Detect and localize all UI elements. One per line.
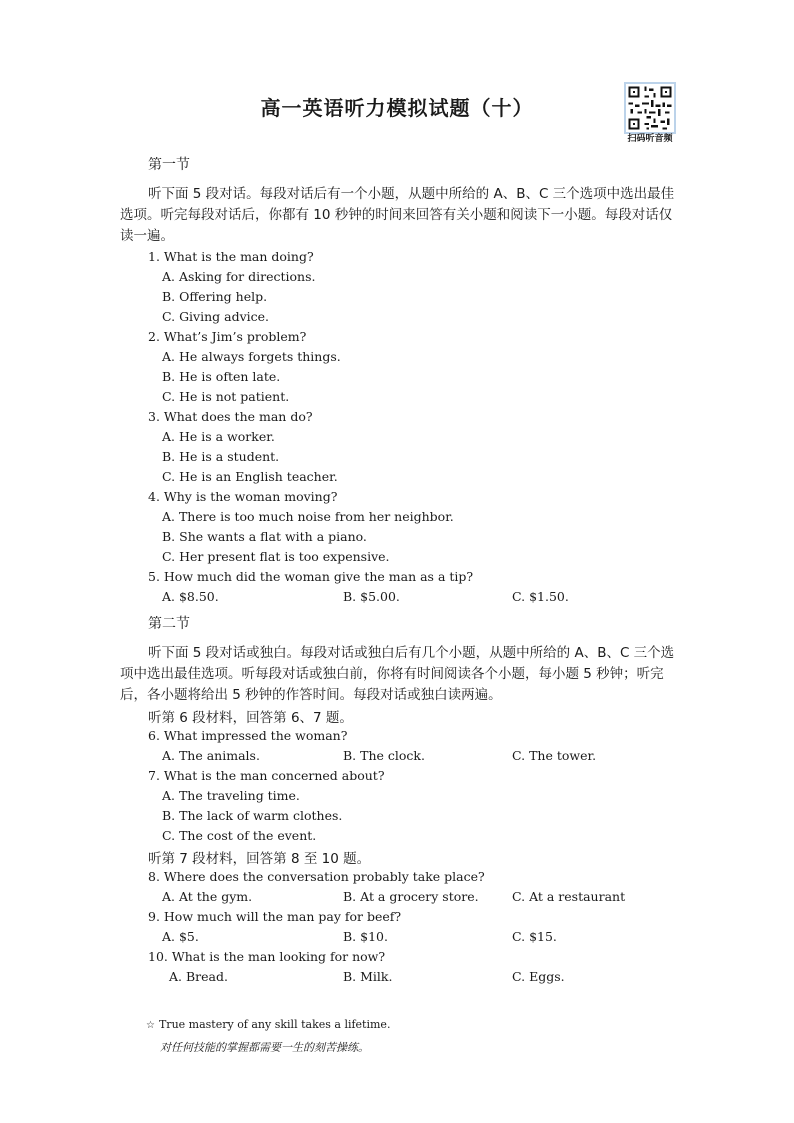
footer-quote-en (146, 1018, 390, 1031)
section-1-instruction: 听下面 5 段对话。每段对话后有一个小题，从题中所给的 A、B、C 三个选项中选出最佳选项。听完每段对话后，你都有 10 秒钟的时间来回答有关小题和阅读下一小题。每段对话仅读一遍。 (120, 186, 675, 244)
question-4: 4. Why is the woman moving? (148, 489, 338, 504)
star-outline-icon: ☆ (146, 1020, 155, 1031)
question-10-option-c[interactable]: C. Eggs. (512, 969, 565, 984)
question-1-option-a[interactable]: A. Asking for directions. (162, 269, 316, 284)
question-5-option-a[interactable]: A. $8.50. (162, 589, 219, 604)
question-8-option-b[interactable]: B. At a grocery store. (343, 889, 479, 904)
question-10: 10. What is the man looking for now? (148, 949, 386, 964)
question-9: 9. How much will the man pay for beef? (148, 909, 402, 924)
question-10-option-a[interactable]: A. Bread. (169, 969, 228, 984)
question-2-option-c[interactable]: C. He is not patient. (162, 389, 290, 404)
section-2-heading: 第二节 (148, 616, 190, 632)
question-1-option-c[interactable]: C. Giving advice. (162, 309, 270, 324)
question-5-option-c[interactable]: C. $1.50. (512, 589, 569, 604)
question-4-option-c[interactable]: C. Her present flat is too expensive. (162, 549, 390, 564)
question-7-option-a[interactable]: A. The traveling time. (162, 788, 300, 803)
question-7-option-c[interactable]: C. The cost of the event. (162, 828, 317, 843)
question-8: 8. Where does the conversation probably take place? (148, 869, 485, 884)
question-3-option-c[interactable]: C. He is an English teacher. (162, 469, 338, 484)
question-6-option-c[interactable]: C. The tower. (512, 748, 597, 763)
question-4-option-a[interactable]: A. There is too much noise from her neighbor. (162, 509, 454, 524)
question-9-option-a[interactable]: A. $5. (162, 929, 199, 944)
section-1-heading: 第一节 (148, 157, 190, 173)
question-3-option-a[interactable]: A. He is a worker. (162, 429, 275, 444)
qr-caption: 扫码听音频 (627, 134, 673, 144)
question-4-option-b[interactable]: B. She wants a flat with a piano. (162, 529, 367, 544)
question-2-option-b[interactable]: B. He is often late. (162, 369, 281, 384)
question-8-option-c[interactable]: C. At a restaurant (512, 889, 626, 904)
question-5: 5. How much did the woman give the man as a tip? (148, 569, 474, 584)
question-3: 3. What does the man do? (148, 409, 313, 424)
question-1-option-b[interactable]: B. Offering help. (162, 289, 268, 304)
question-2: 2. What’s Jim’s problem? (148, 329, 307, 344)
section-2-instruction: 听下面 5 段对话或独白。每段对话或独白后有几个小题，从题中所给的 A、B、C 三个选项中选出最佳选项。听每段对话或独白前，你将有时间阅读各个小题，每小题 5 秒钟；听完后，各小题将给出 5 秒钟的作答时间。每段对话或独白读两遍。 (120, 645, 675, 703)
question-5-option-b[interactable]: B. $5.00. (343, 589, 400, 604)
material-7-instruction: 听第 7 段材料，回答第 8 至 10 题。 (148, 851, 371, 867)
question-7-option-b[interactable]: B. The lack of warm clothes. (162, 808, 343, 823)
question-10-option-b[interactable]: B. Milk. (343, 969, 393, 984)
question-6-option-a[interactable]: A. The animals. (162, 748, 260, 763)
question-1: 1. What is the man doing? (148, 249, 314, 264)
material-6-instruction: 听第 6 段材料，回答第 6、7 题。 (148, 710, 353, 726)
question-2-option-a[interactable]: A. He always forgets things. (162, 349, 341, 364)
question-3-option-b[interactable]: B. He is a student. (162, 449, 280, 464)
question-9-option-c[interactable]: C. $15. (512, 929, 557, 944)
question-7: 7. What is the man concerned about? (148, 768, 385, 783)
question-9-option-b[interactable]: B. $10. (343, 929, 388, 944)
footer-quote-cn: 对任何技能的掌握都需要一生的刻苦操练。 (160, 1041, 369, 1054)
page-title: 高一英语听力模拟试题（十） (260, 96, 534, 120)
question-6: 6. What impressed the woman? (148, 728, 348, 743)
footer-quote-en-text: True mastery of any skill takes a lifetime. (158, 1018, 391, 1031)
qr-code-icon[interactable] (624, 82, 676, 134)
question-6-option-b[interactable]: B. The clock. (343, 748, 425, 763)
question-8-option-a[interactable]: A. At the gym. (162, 889, 253, 904)
